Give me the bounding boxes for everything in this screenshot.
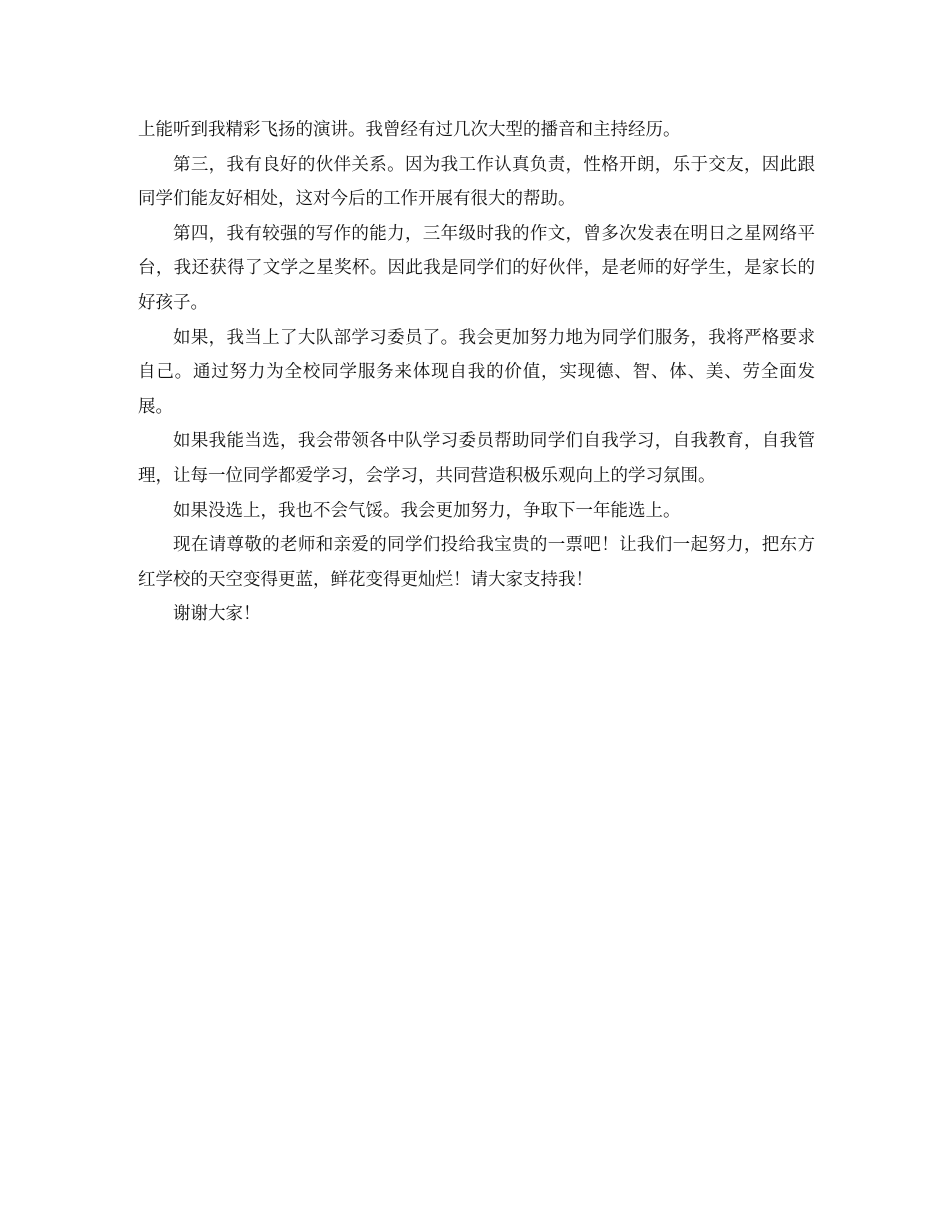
document-body <box>138 113 815 632</box>
paragraph-fourth-point: 第四，我有较强的写作的能力，三年级时我的作文，曾多次发表在明日之星网络平台，我还获得了文学之星奖杯。因此我是同学们的好伙伴，是老师的好学生，是家长的好孩子。 <box>138 223 815 313</box>
paragraph-if-elected-plan: 如果我能当选，我会带领各中队学习委员帮助同学们自我学习，自我教育，自我管理，让每一位同学都爱学习，会学习，共同营造积极乐观向上的学习氛围。 <box>138 431 815 486</box>
paragraph-if-not-elected: 如果没选上，我也不会气馁。我会更加努力，争取下一年能选上。 <box>173 500 681 521</box>
paragraph-continued: 上能听到我精彩飞扬的演讲。我曾经有过几次大型的播音和主持经历。 <box>138 120 681 140</box>
paragraph-third-point: 第三，我有良好的伙伴关系。因为我工作认真负责，性格开朗，乐于交友，因此跟同学们能友好相处，这对今后的工作开展有很大的帮助。 <box>138 154 815 210</box>
paragraph-if-elected-committee: 如果，我当上了大队部学习委员了。我会更加努力地为同学们服务，我将严格要求自己。通过努力为全校同学服务来体现自我的价值，实现德、智、体、美、劳全面发展。 <box>138 327 815 417</box>
paragraph-vote-request: 现在请尊敬的老师和亲爱的同学们投给我宝贵的一票吧！让我们一起努力，把东方红学校的天空变得更蓝，鲜花变得更灿烂！请大家支持我！ <box>138 535 815 590</box>
paragraph-thanks: 谢谢大家！ <box>173 604 261 625</box>
